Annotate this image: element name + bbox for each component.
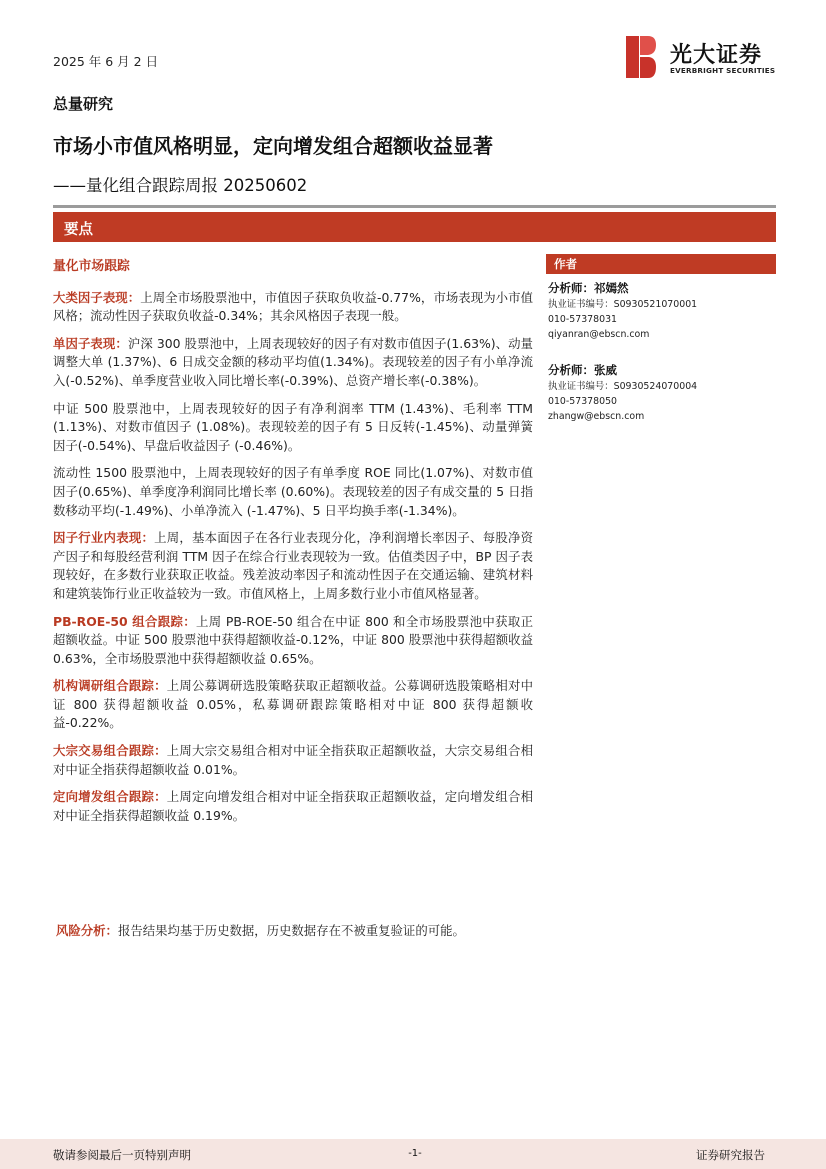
paragraph xyxy=(53,289,533,326)
paragraph-label: 机构调研组合跟踪： xyxy=(53,678,167,694)
paragraph-label: 大宗交易组合跟踪： xyxy=(53,743,167,759)
footer-report-type: 证券研究报告 xyxy=(696,1148,765,1162)
paragraph-text: 上周定向增发组合相对中证全指获取正超额收益，定向增发组合相对中证全指获得超额收益 0.19%。 xyxy=(53,789,534,823)
page-number: -1- xyxy=(408,1148,422,1159)
paragraph-label: 单因子表现： xyxy=(53,335,128,351)
author-card xyxy=(546,362,776,424)
risk-label: 风险分析： xyxy=(56,923,118,938)
paragraph xyxy=(53,742,533,779)
paragraph xyxy=(53,613,533,669)
report-category: 总量研究 xyxy=(53,95,114,113)
author-section-title: 作者 xyxy=(546,254,776,274)
report-subtitle: ——量化组合跟踪周报 20250602 xyxy=(53,176,308,195)
paragraph xyxy=(53,400,533,456)
author-email[interactable]: zhangw@ebscn.com xyxy=(548,411,645,422)
paragraph-label: 因子行业内表现： xyxy=(53,530,155,546)
paragraph xyxy=(53,335,533,391)
paragraph-text: 上周，基本面因子在各行业表现分化，净利润增长率因子、每股净资产因子和每股经营利润 TTM 因子在综合行业表现较为一致。估值类因子中，BP 因子表现较好，在多数行业获取正收益。残差波动率因子和流动性因子在交通运输、建筑材料和建筑装饰行业正收益较为一致。市值风格上，上周多数行业小市值风格显著。 xyxy=(53,530,534,601)
main-subhead: 量化市场跟踪 xyxy=(53,259,130,274)
paragraph-text: 中证 500 股票池中，上周表现较好的因子有净利润率 TTM (1.43%)、毛利率 TTM (1.13%)、对数市值因子 (1.08%)。表现较差的因子有 5 日反转(-1.45%)、动量弹簧因子(-0.54%)、早盘后收益因子 (-0.46%)。 xyxy=(53,400,533,453)
header-divider xyxy=(53,205,776,208)
paragraph-text: 上周 PB-ROE-50 组合在中证 800 和全市场股票池中获取正超额收益。中证 500 股票池中获得超额收益-0.12%，中证 800 股票池中获得超额收益 0.63%，全市场股票池中获得超额收益 0.65%。 xyxy=(53,613,533,666)
report-date: 2025 年 6 月 2 日 xyxy=(53,54,159,69)
logo-text-en: EVERBRIGHT SECURITIES xyxy=(670,66,776,75)
author-name: 分析师：祁嫣然 xyxy=(548,281,629,295)
paragraph-text: 上周公募调研选股策略获取正超额收益。公募调研选股策略相对中证 800 获得超额收益 0.05%，私募调研跟踪策略相对中证 800 获得超额收益-0.22%。 xyxy=(53,678,534,731)
author-card xyxy=(546,280,776,342)
paragraph xyxy=(53,788,533,825)
main-content xyxy=(53,258,533,834)
author-license: 执业证书编号：S0930521070001 xyxy=(548,299,698,310)
paragraph-text: 上周大宗交易组合相对中证全指获取正超额收益，大宗交易组合相对中证全指获得超额收益 0.01%。 xyxy=(53,743,534,777)
paragraph xyxy=(53,464,533,520)
paragraph-text: 沪深 300 股票池中，上周表现较好的因子有对数市值因子(1.63%)、动量调整大单 (1.37%)、6 日成交金额的移动平均值(1.34%)。表现较差的因子有小单净流入(-0.52%)、单季度营业收入同比增长率(-0.39%)、总资产增长率(-0.38%)。 xyxy=(53,335,534,388)
paragraph-label: 定向增发组合跟踪： xyxy=(53,789,167,805)
company-logo xyxy=(626,36,776,80)
author-phone: 010-57378031 xyxy=(548,314,617,325)
paragraph-text: 流动性 1500 股票池中，上周表现较好的因子有单季度 ROE 同比(1.07%)、对数市值因子(0.65%)、单季度净利润同比增长率 (0.60%)。表现较差的因子有成交量的 5 日指数移动平均(-1.49%)、小单净流入 (-1.47%)、5 日平均换手率(-1.34%)。 xyxy=(53,465,533,518)
author-sidebar xyxy=(546,254,776,444)
author-email[interactable]: qiyanran@ebscn.com xyxy=(548,329,650,340)
section-title: 要点 xyxy=(64,222,93,238)
paragraph xyxy=(53,677,533,733)
report-title: 市场小市值风格明显，定向增发组合超额收益显著 xyxy=(53,134,493,158)
footer-disclaimer: 敬请参阅最后一页特别声明 xyxy=(53,1148,191,1162)
author-license: 执业证书编号：S0930524070004 xyxy=(548,381,698,392)
paragraph-text: 上周全市场股票池中，市值因子获取负收益-0.77%，市场表现为小市值风格；流动性因子获取负收益-0.34%；其余风格因子表现一般。 xyxy=(53,289,533,324)
paragraph xyxy=(53,529,533,603)
section-header-bar xyxy=(53,212,776,242)
logo-text-cn: 光大证券 xyxy=(670,43,763,68)
risk-text: 报告结果均基于历史数据，历史数据存在不被重复验证的可能。 xyxy=(117,923,465,938)
paragraph-label: 大类因子表现： xyxy=(53,289,141,305)
author-name: 分析师：张威 xyxy=(548,363,617,377)
logo-mark-icon xyxy=(626,36,656,78)
risk-analysis xyxy=(56,921,465,939)
paragraph-label: PB-ROE-50 组合跟踪： xyxy=(53,613,197,629)
author-phone: 010-57378050 xyxy=(548,396,617,407)
